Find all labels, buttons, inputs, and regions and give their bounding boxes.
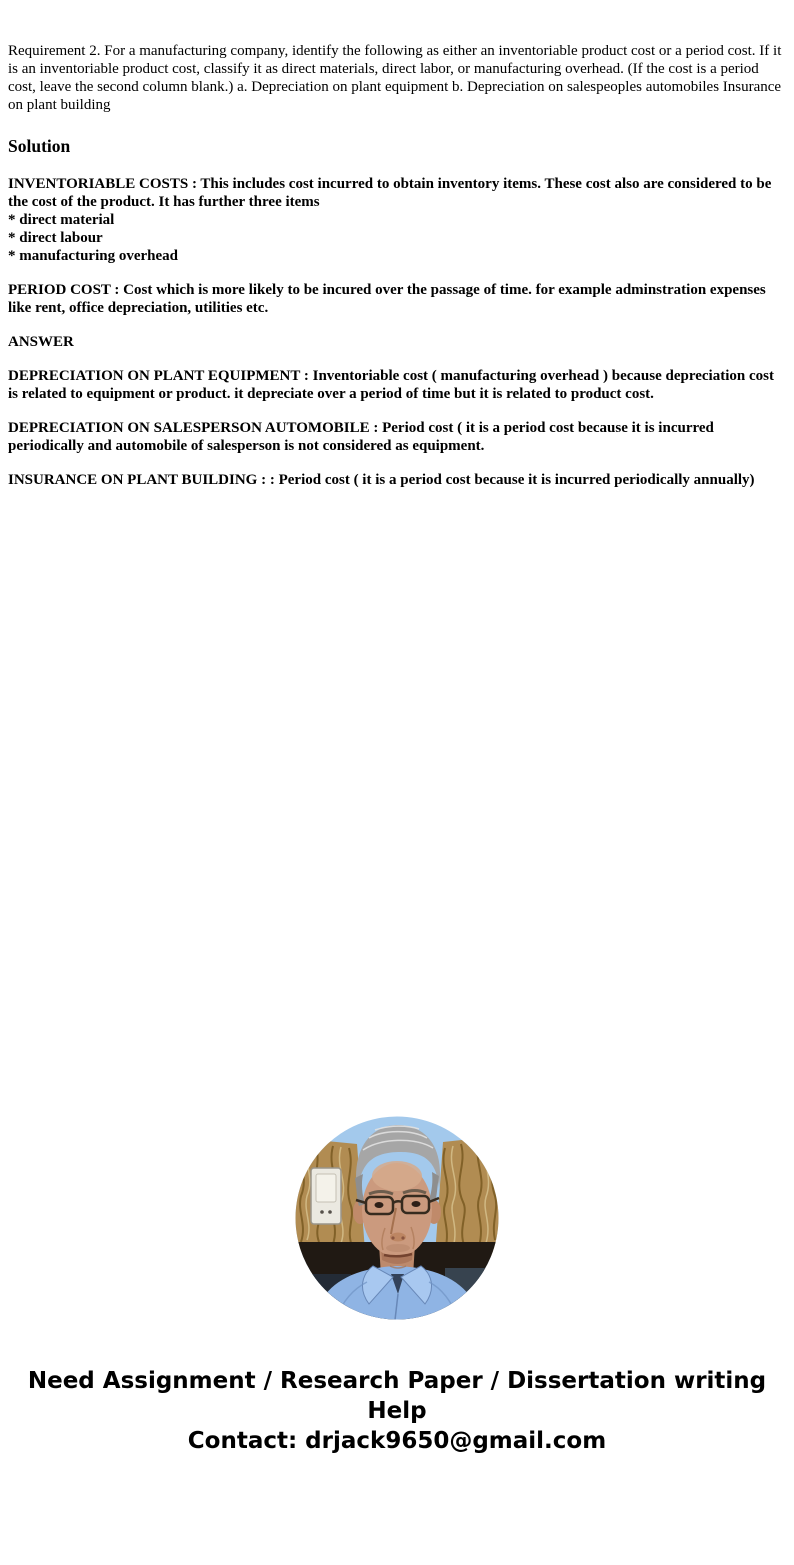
footer-contact: Contact: drjack9650@gmail.com	[187, 1428, 607, 1454]
answer-plant-equipment: DEPRECIATION ON PLANT EQUIPMENT : Inventoriable cost ( manufacturing overhead ) because depreciation cost is related to equipment or product. it depreciate over a period of time but it is related to product cost.	[8, 368, 774, 402]
tutor-photo-illustration	[295, 1116, 499, 1320]
requirement-paragraph: Requirement 2. For a manufacturing company, identify the following as either an inventoriable product cost or a period cost. If it is an inventoriable product cost, classify it as direct materials, direct labor, or manufacturing overhead. (If the cost is a period cost, leave the second column blank.) a. Depreciation on plant equipment b. Depreciation on salespeoples automobiles Insurance on plant building	[8, 43, 782, 113]
solution-heading: Solution	[8, 136, 71, 156]
inventoriable-costs-intro: INVENTORIABLE COSTS : This includes cost incurred to obtain inventory items. These cost also are considered to be the cost of the product. It has further three items	[8, 176, 772, 210]
answer-salesperson-automobile: DEPRECIATION ON SALESPERSON AUTOMOBILE : Period cost ( it is a period cost because it is incurred periodically and automobile of salesperson is not considered as equipment.	[8, 420, 714, 454]
answer-plant-building: INSURANCE ON PLANT BUILDING : : Period cost ( it is a period cost because it is incurred periodically annually)	[8, 472, 755, 488]
inventoriable-costs-paragraph	[8, 175, 786, 265]
period-cost-paragraph: PERIOD COST : Cost which is more likely to be incured over the passage of time. for example adminstration expenses like rent, office depreciation, utilities etc.	[8, 282, 766, 316]
tutor-avatar	[295, 1116, 499, 1320]
inventoriable-item-manufacturing-overhead: * manufacturing overhead	[8, 248, 178, 264]
footer-help-text: Need Assignment / Research Paper / Dissertation writing Help	[27, 1368, 767, 1424]
inventoriable-item-direct-material: * direct material	[8, 212, 115, 228]
document-page	[0, 42, 794, 1456]
inventoriable-item-direct-labour: * direct labour	[8, 230, 103, 246]
footer-banner	[10, 1366, 784, 1456]
answer-heading: ANSWER	[8, 334, 74, 350]
